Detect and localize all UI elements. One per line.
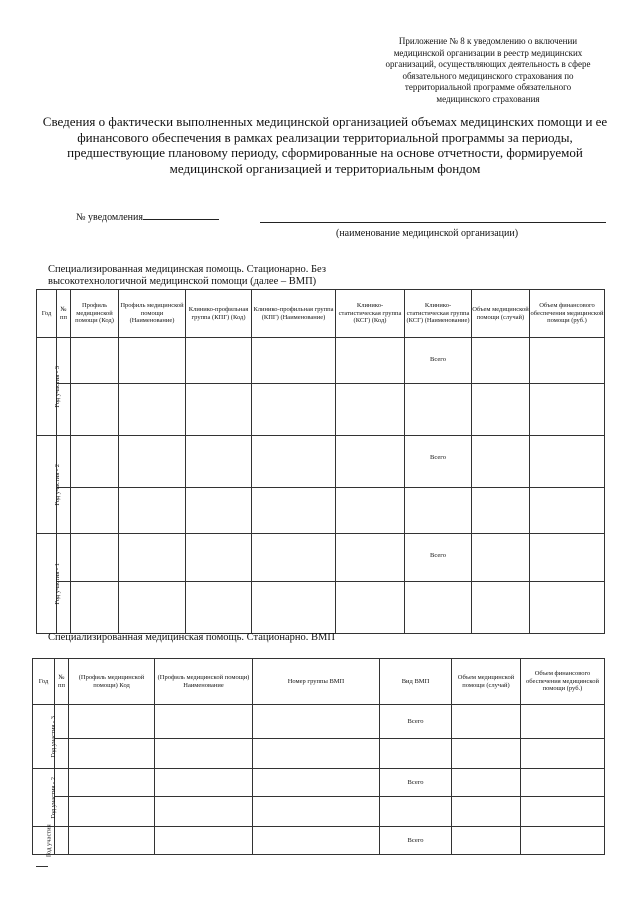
table-cell (186, 534, 252, 582)
table-cell (119, 384, 186, 436)
table-cell (253, 739, 380, 769)
table-cell (530, 534, 605, 582)
header-cell: Клинико-статистическая группа (КСГ) (Наименование) (405, 290, 472, 338)
notice-number-blank (143, 210, 219, 220)
page-footer-mark (36, 866, 48, 867)
table-cell (55, 827, 69, 855)
document-title (40, 114, 610, 176)
table-cell (530, 582, 605, 634)
table-cell (472, 436, 530, 488)
table-cell (530, 488, 605, 534)
table-cell (252, 338, 336, 384)
table-row (37, 582, 605, 634)
header-cell: Объем медицинской помощи (случай) (472, 290, 530, 338)
table-cell (336, 534, 405, 582)
table-row (37, 338, 605, 384)
section2-table (32, 658, 605, 855)
header-cell: (Профиль медицинской помощи) Код (69, 659, 155, 705)
table-cell (253, 769, 380, 797)
table-cell (452, 797, 521, 827)
table-cell (71, 582, 119, 634)
header-cell: (Профиль медицинской помощи) Наименование (155, 659, 253, 705)
section1-heading-line: высокотехнологичной медицинской помощи (далее – ВМП) (48, 276, 317, 287)
table-cell (521, 705, 605, 739)
year-label: Год участия - 2 (53, 463, 61, 506)
table-cell (405, 488, 472, 534)
year-label: Год участия - 3 (49, 715, 57, 758)
table-cell (405, 384, 472, 436)
table-cell (252, 384, 336, 436)
header-cell: Год (33, 659, 55, 705)
table-cell (252, 534, 336, 582)
year-label: Год участия (45, 824, 53, 857)
table-cell (155, 739, 253, 769)
table-cell (336, 338, 405, 384)
table-cell (472, 384, 530, 436)
title-line: предшествующие плановому периоду, сформированные на основе отчетности, формируемой (67, 145, 583, 160)
total-cell: Всего (380, 769, 452, 797)
table-row (33, 705, 605, 739)
header-cell: Клинико-профильная группа (КПГ) (Код) (186, 290, 252, 338)
table-cell (472, 338, 530, 384)
header-cell: Вид ВМП (380, 659, 452, 705)
title-line: медицинской организацией и территориальным фондом (169, 160, 481, 176)
table-row (33, 769, 605, 797)
table-cell (71, 534, 119, 582)
table-cell (186, 436, 252, 488)
header-cell: № пп (55, 659, 69, 705)
annex-note (368, 36, 608, 105)
year-label: Год участия - 2 (49, 776, 57, 819)
table-cell (69, 705, 155, 739)
table-row (33, 739, 605, 769)
annex-line: обязательного медицинского страхования по (402, 70, 574, 81)
table-cell (186, 488, 252, 534)
table-cell (472, 534, 530, 582)
annex-line: Приложение № 8 к уведомлению о включении (398, 36, 578, 46)
table-cell (69, 797, 155, 827)
header-cell: Объем финансового обеспечения медицинской помощи (руб.) (530, 290, 605, 338)
table-row (33, 827, 605, 855)
annex-line: территориальной программе обязательного (404, 82, 572, 92)
table-cell (119, 338, 186, 384)
table-cell (253, 827, 380, 855)
table-row (37, 488, 605, 534)
table-cell (336, 384, 405, 436)
org-name-caption: (наименование медицинской организации) (336, 228, 519, 239)
table-cell (452, 705, 521, 739)
table-cell (472, 488, 530, 534)
table-cell (336, 436, 405, 488)
table-cell (530, 436, 605, 488)
table-cell (155, 827, 253, 855)
total-cell: Всего (405, 338, 472, 384)
section1-heading (48, 264, 338, 288)
table-cell (119, 436, 186, 488)
table-row (37, 436, 605, 488)
year-cell (33, 769, 55, 827)
section1-table (36, 289, 605, 634)
header-cell: Номер группы ВМП (253, 659, 380, 705)
year-cell (37, 436, 61, 534)
year-cell (37, 338, 61, 436)
section2-heading: Специализированная медицинская помощь. Стационарно. ВМП (48, 632, 335, 643)
year-label: Год участия - 3 (53, 365, 61, 408)
year-cell (33, 705, 55, 769)
total-cell: Всего (405, 534, 472, 582)
title-line: Сведения о фактически выполненных медицинской организацией объемах медицинских помощи и ее (42, 114, 608, 129)
annex-line: медицинской организации в реестр медицинских (393, 47, 583, 58)
table-cell (71, 384, 119, 436)
total-cell: Всего (380, 827, 452, 855)
table-cell (521, 739, 605, 769)
section1-heading-line: Специализированная медицинская помощь. Стационарно. Без (48, 264, 326, 275)
table-cell (521, 827, 605, 855)
year-cell (33, 824, 55, 857)
table-row (37, 534, 605, 582)
header-cell: № пп (57, 290, 71, 338)
year-label: Год участия - 1 (53, 562, 61, 605)
table-cell (521, 769, 605, 797)
table-cell (155, 705, 253, 739)
table-cell (155, 797, 253, 827)
table-cell (69, 769, 155, 797)
header-cell: Профиль медицинской помощи (Код) (71, 290, 119, 338)
header-cell: Объем финансового обеспечения медицинской помощи (руб.) (521, 659, 605, 705)
table-cell (380, 797, 452, 827)
annex-line: медицинского страхования (436, 93, 540, 104)
section1-header-row (37, 290, 605, 338)
header-cell: Профиль медицинской помощи (Наименование) (119, 290, 186, 338)
table-cell (186, 338, 252, 384)
table-cell (71, 338, 119, 384)
table-row (33, 797, 605, 827)
table-cell (119, 582, 186, 634)
table-cell (71, 436, 119, 488)
total-cell: Всего (380, 705, 452, 739)
notice-number (76, 210, 219, 223)
table-cell (452, 827, 521, 855)
table-cell (253, 705, 380, 739)
table-cell (119, 534, 186, 582)
header-cell: Год (37, 290, 57, 338)
table-cell (452, 769, 521, 797)
table-cell (253, 797, 380, 827)
table-cell (472, 582, 530, 634)
org-name-line (260, 222, 606, 223)
header-cell: Клинико-статистическая группа (КСГ) (Код) (336, 290, 405, 338)
table-cell (71, 488, 119, 534)
table-cell (405, 582, 472, 634)
table-cell (380, 739, 452, 769)
table-cell (119, 488, 186, 534)
notice-number-label: № уведомления (76, 212, 143, 223)
table-row (37, 384, 605, 436)
header-cell: Клинико-профильная группа (КПГ) (Наименование) (252, 290, 336, 338)
table-cell (69, 739, 155, 769)
annex-line: организаций, осуществляющих деятельность в сфере (385, 59, 591, 69)
year-cell (37, 534, 61, 634)
table-cell (252, 488, 336, 534)
title-line: финансового обеспечения в рамках реализации территориальной программы за периоды, (77, 129, 573, 145)
total-cell: Всего (405, 436, 472, 488)
table-cell (186, 582, 252, 634)
table-cell (530, 338, 605, 384)
table-cell (186, 384, 252, 436)
header-cell: Объем медицинской помощи (случай) (452, 659, 521, 705)
table-cell (252, 436, 336, 488)
table-cell (521, 797, 605, 827)
table-cell (452, 739, 521, 769)
table-cell (336, 488, 405, 534)
table-cell (336, 582, 405, 634)
table-cell (252, 582, 336, 634)
section2-header-row (33, 659, 605, 705)
table-cell (69, 827, 155, 855)
table-cell (530, 384, 605, 436)
table-cell (155, 769, 253, 797)
